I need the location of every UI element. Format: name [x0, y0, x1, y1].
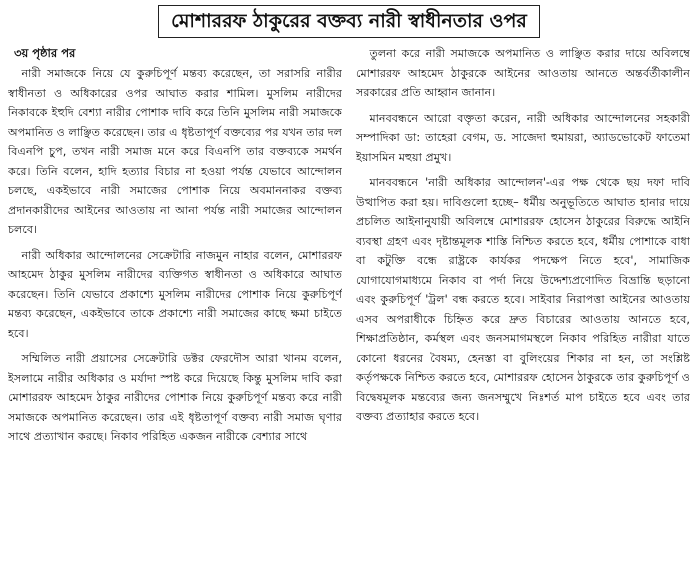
headline-area: [0, 0, 698, 40]
article-body: [8, 44, 690, 562]
continued-from-label: ৩য় পৃষ্ঠার পর: [14, 46, 76, 60]
column-left: [8, 44, 342, 562]
paragraph: নারী সমাজকে নিয়ে যে কুরুচিপূর্ণ মন্তব্য করেছেন, তা সরাসরি নারীর স্বাধীনতা ও অধিকারের ওপর আঘাত করার শামিল। মুসলিম নারীদের নিকাবকে ইহুদি বেশ্যা নারীর পোশাক দাবি করে তিনি মুসলিম নারী সমাজকে অপমানিত ও লাঞ্ছিত করেছেন। তার এ ধৃষ্টতাপূর্ণ বক্তব্যের পর যখন তার দল বিএনপি চুপ, তখন নারী সমাজ মনে করে বিএনপি তার বক্তব্যকে সমর্থন করে। তিনি বলেন, হাদি হত্যার বিচার না হওয়া পর্যন্ত যেভাবে আন্দোলন চলছে, একইভাবে নারী সমাজের পোশাক নিয়ে অবমাননাকর বক্তব্য প্রদানকারীদের আইনের আওতায় না আনা পর্যন্ত নারী সমাজের আন্দোলন চলবে।: [8, 67, 342, 236]
paragraph: মানববন্ধনে আরো বক্তৃতা করেন, নারী অধিকার আন্দোলনের সহকারী সম্পাদিকা ডা: তাহেরা বেগম, ড. সাজেদা হুমায়রা, অ্যাডভোকেট ফাতেমা ইয়াসমিন মহুয়া প্রমুখ।: [356, 111, 690, 164]
paragraph: মানববন্ধনে 'নারী অধিকার আন্দোলন'-এর পক্ষ থেকে ছয় দফা দাবি উত্থাপিত করা হয়। দাবিগুলো হচ্ছে– ধর্মীয় অনুভূতিতে আঘাত হানার দায়ে প্রচলিত আইনানুযায়ী অবিলম্বে মোশাররফ হোসেন ঠাকুরের বিরুদ্ধে আইনি ব্যবস্থা গ্রহণ এবং দৃষ্টান্তমূলক শাস্তি নিশ্চিত করতে হবে, ধর্মীয় পোশাকে বাধা বা কটুক্তি বন্ধে রাষ্ট্রকে কার্যকর পদক্ষেপ নিতে হবে', সামাজিক যোগাযোগমাধ্যমে নিকাব বা পর্দা নিয়ে উদ্দেশ্যপ্রণোদিত বিভ্রান্তি ছড়ানো এবং কুরুচিপূর্ণ 'ট্রল' বন্ধ করতে হবে। সাইবার নিরাপত্তা আইনের আওতায় এসব অপরাধীকে চিহ্নিত করে দ্রুত বিচারের আওতায় আনতে হবে, শিক্ষাপ্রতিষ্ঠান, কর্মস্থল এবং জনসমাগমস্থলে নিকাব পরিহিত নারীরা যাতে কোনো ধরনের বৈষম্য, হেনস্তা বা বুলিংয়ের শিকার না হন, তা সংশ্লিষ্ট কর্তৃপক্ষকে নিশ্চিত করতে হবে, মোশাররফ হোসেন ঠাকুরকে তার কুরুচিপূর্ণ ও বিদ্বেষমূলক মন্তব্যের জন্য জনসম্মুখে নিঃশর্ত মাপ চাইতে হবে এবং তার বক্তব্য প্রত্যাহার করতে হবে।: [356, 176, 690, 423]
paragraph: নারী অধিকার আন্দোলনের সেক্রেটারি নাজমুন নাহার বলেন, মোশাররফ আহমেদ ঠাকুর মুসলিম নারীদের ব্যক্তিগত স্বাধীনতা ও অধিকারে আঘাত করেছেন। তিনি যেভাবে প্রকাশ্যে মুসলিম নারীদের পোশাক নিয়ে কুরুচিপূর্ণ মন্তব্য করেছেন, একইভাবে তাকে প্রকাশ্যে নারী সমাজের কাছে ক্ষমা চাইতে হবে।: [8, 248, 342, 340]
column-right: [356, 44, 690, 562]
headline: মোশাররফ ঠাকুরের বক্তব্য নারী স্বাধীনতার ওপর: [158, 5, 540, 38]
paragraph: সম্মিলিত নারী প্রয়াসের সেক্রেটারি ডক্টর ফেরদৌস আরা খানম বলেন, ইসলামে নারীর অধিকার ও মর্যাদা স্পষ্ট করে দিয়েছে কিন্তু মুসলিম দাবি করা মোশাররফ আহমেদ ঠাকুর নারীদের পোশাক নিয়ে কুরুচিপূর্ণ মন্তব্য করে নারী সমাজকে অপমানিত করেছেন। তার এই ধৃষ্টতাপূর্ণ বক্তব্য নারী সমাজ ঘৃণার সাথে প্রত্যাখান করছে। নিকাব পরিহিত একজন নারীকে বেশ্যার সাথে: [8, 352, 342, 443]
paragraph: তুলনা করে নারী সমাজকে অপমানিত ও লাঞ্ছিত করার দায়ে অবিলম্বে মোশাররফ আহমেদ ঠাকুরকে আইনের আওতায় আনতে অন্তর্বর্তীকালীন সরকারের প্রতি আহ্বান জানান।: [356, 47, 690, 99]
